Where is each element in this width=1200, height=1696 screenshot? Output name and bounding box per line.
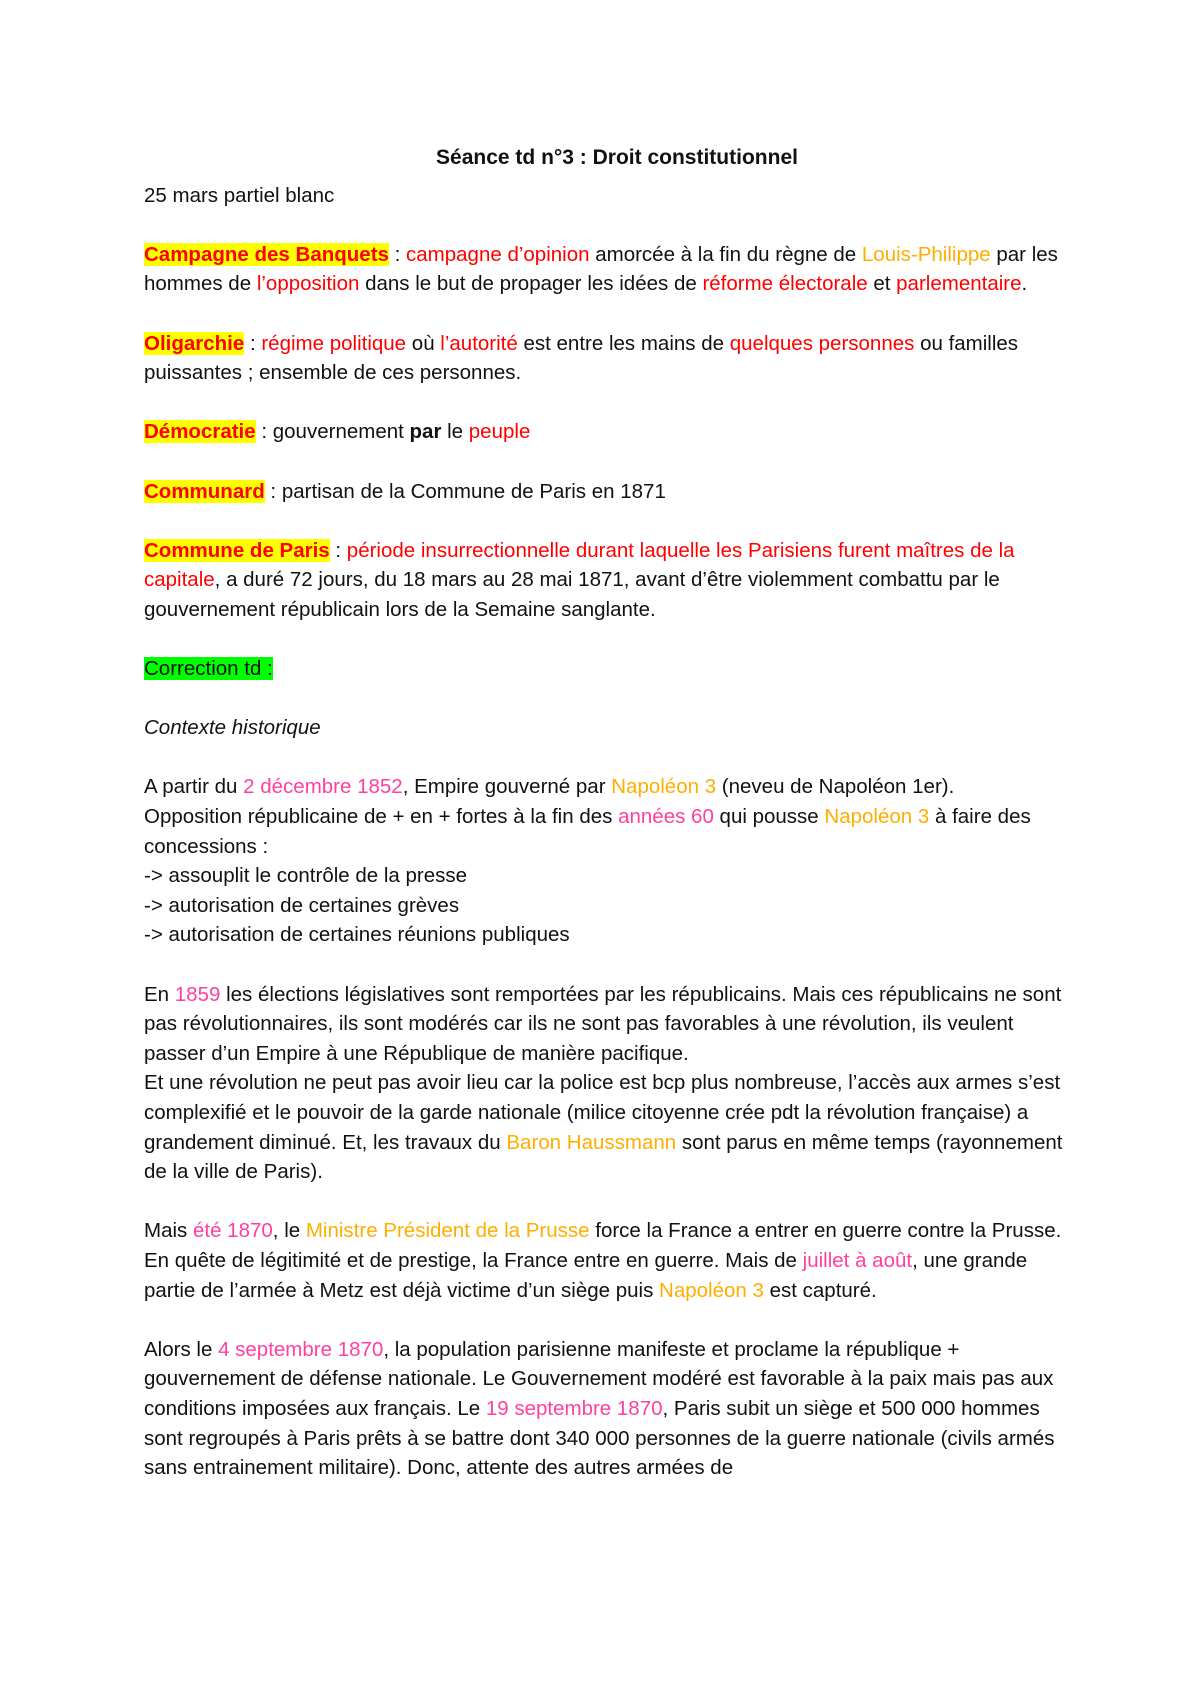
definition-democratie: Démocratie : gouvernement par le peuple [144,420,531,444]
paragraph-1859: En 1859 les élections législatives sont remportées par les républicains. Mais ces républicains ne sont pas révolutionnaires, ils sont modérés car ils ne sont pas favorables à une révolution, ils veulent passer d’un Empire à une République de manière pacifique. [144,982,1062,1065]
term: Communard [144,479,265,503]
list-item: -> assouplit le contrôle de la presse [144,864,468,888]
paragraph-opposition: Opposition républicaine de + en + fortes à la fin des années 60 qui pousse Napoléon 3 à faire des concessions : [144,805,1031,858]
subtitle: 25 mars partiel blanc [144,183,335,207]
definition-communard: Communard : partisan de la Commune de Paris en 1871 [144,479,666,503]
term: Oligarchie [144,331,245,355]
paragraph-empire: A partir du 2 décembre 1852, Empire gouverné par Napoléon 3 (neveu de Napoléon 1er). [144,775,955,799]
correction-heading: Correction td : [144,657,273,681]
term: Commune de Paris [144,538,330,562]
list-item: -> autorisation de certaines grèves [144,893,460,917]
term: Démocratie [144,420,256,444]
definition-oligarchie: Oligarchie : régime politique où l’autorité est entre les mains de quelques personnes ou familles puissantes ; ensemble de ces personnes. [144,331,1019,385]
paragraph-1870: Mais été 1870, le Ministre Président de la Prusse force la France a entrer en guerre contre la Prusse. En quête de légitimité et de prestige, la France entre en guerre. Mais de juillet à août, une grande partie de l’armée à Metz est déjà victime d’un siège puis Napoléon 3 est capturé. [144,1219,1062,1302]
definition-commune-de-paris: Commune de Paris : période insurrectionnelle durant laquelle les Parisiens furent maîtres de la capitale, a duré 72 jours, du 18 mars au 28 mai 1871, avant d’être violemment combattu par le gouvernement républicain lors de la Semaine sanglante. [144,538,1015,621]
page-title: Séance td n°3 : Droit constitutionnel [436,146,798,169]
context-heading: Contexte historique [144,716,321,740]
paragraph-revolution: Et une révolution ne peut pas avoir lieu car la police est bcp plus nombreuse, l’accès aux armes s’est complexifié et le pouvoir de la garde nationale (milice citoyenne crée pdt la révolution française) a grandement diminué. Et, les travaux du Baron Haussmann sont parus en même temps (rayonnement de la ville de Paris). [144,1071,1063,1184]
list-item: -> autorisation de certaines réunions publiques [144,923,570,947]
term: Campagne des Banquets [144,242,389,266]
definition-campagne-des-banquets: Campagne des Banquets : campagne d’opinion amorcée à la fin du règne de Louis-Philippe par les hommes de l’opposition dans le but de propager les idées de réforme électorale et parlementaire. [144,242,1058,296]
paragraph-septembre-1870: Alors le 4 septembre 1870, la population parisienne manifeste et proclame la république + gouvernement de défense nationale. Le Gouvernement modéré est favorable à la paix mais pas aux conditions imposées aux français. Le 19 septembre 1870, Paris subit un siège et 500 000 hommes sont regroupés à Paris prêts à se battre dont 340 000 personnes de la guerre nationale (civils armés sans entrainement militaire). Donc, attente des autres armées de [144,1337,1055,1480]
